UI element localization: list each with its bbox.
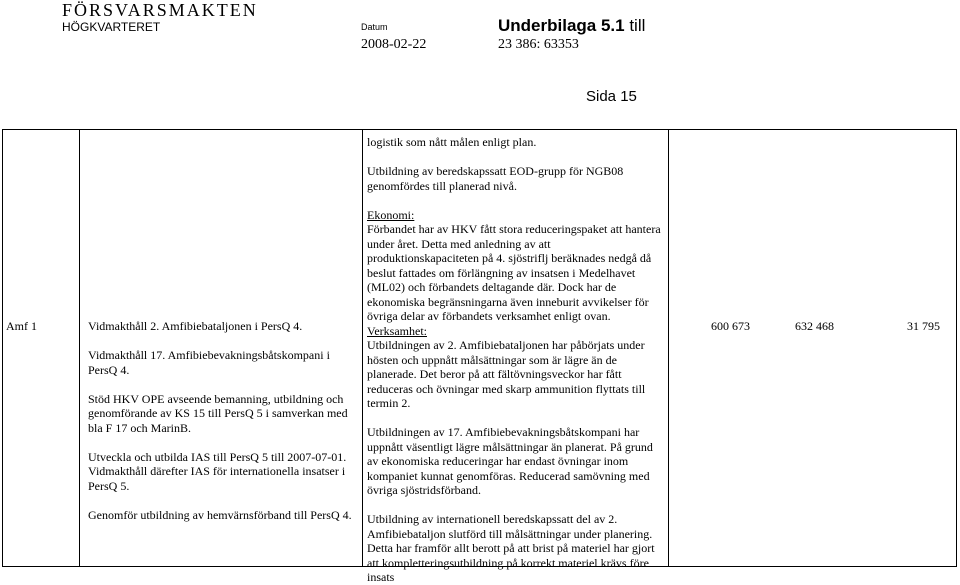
task-item: Stöd HKV OPE avseende bemanning, utbildning och genomförande av KS 15 till PersQ 5 i samverkan med bla F 17 och MarinB. — [88, 391, 348, 435]
task-item: Genomför utbildning av hemvärnsförband till PersQ 4. — [88, 507, 352, 522]
page-number: Sida 15 — [586, 88, 637, 105]
value-cell: 632 468 — [795, 319, 834, 333]
report-paragraph: Utbildning av beredskapssatt EOD-grupp för NGB08 genomfördes till planerad nivå. — [367, 164, 624, 193]
column-divider — [362, 130, 363, 566]
activity-paragraph: Utbildningen av 17. Amfibiebevakningsbåtskompani har uppnått väsentligt lägre målsättningar än planerat. På grund av ekonomiska reduceringar har endast övningar inom kompaniet kunnat genomföras. Reducerad samövning med övriga sjöstridsförband. — [367, 425, 653, 497]
spacer — [88, 334, 353, 349]
activity-heading: Verksamhet: — [367, 323, 427, 338]
column-divider — [668, 130, 669, 566]
department-name: HÖGKVARTERET — [62, 20, 161, 34]
annex-title — [498, 16, 645, 36]
task-item: Vidmakthåll 17. Amfibiebevakningsbåtskompani i PersQ 4. — [88, 348, 330, 377]
spacer — [88, 377, 353, 392]
value-cell: 31 795 — [907, 319, 940, 333]
task-list — [88, 319, 353, 522]
spacer — [367, 498, 665, 513]
annex-suffix: till — [624, 16, 646, 35]
economy-heading: Ekonomi: — [367, 207, 415, 222]
spacer — [367, 150, 665, 165]
column-divider — [79, 130, 80, 566]
document-date: 2008-02-22 — [361, 37, 427, 52]
task-item: Utveckla och utbilda IAS till PersQ 5 till 2007-07-01. Vidmakthåll därefter IAS för internationella insatser i PersQ 5. — [88, 449, 347, 493]
spacer — [88, 435, 353, 450]
activity-paragraph: Utbildning av internationell beredskapssatt del av 2. Amfibiebataljon slutförd till målsättningar under planering. Detta har framför allt berott på att brist på materiel har gjort att kompletteringsutbildning på korrekt materiel krävs före insats — [367, 512, 655, 584]
value-cell: 600 673 — [711, 319, 750, 333]
spacer — [367, 411, 665, 426]
spacer — [367, 193, 665, 208]
spacer — [88, 493, 353, 508]
organization-name: FÖRSVARSMAKTEN — [62, 0, 258, 20]
task-item: Vidmakthåll 2. Amfibiebataljonen i PersQ 4. — [88, 319, 303, 333]
annex-number: Underbilaga 5.1 — [498, 16, 625, 35]
activity-paragraph: Utbildningen av 2. Amfibiebataljonen har påbörjats under hösten och uppnått målsättningar som är lägre än de planerade. Det beror på att fältövningsveckor har fått reduceras och övningar med skarp ammunition flyttats till termin 2. — [367, 338, 646, 410]
reference-number: 23 386: 63353 — [498, 37, 579, 52]
date-label: Datum — [361, 22, 388, 32]
report-paragraph: logistik som nått målen enligt plan. — [367, 135, 537, 149]
report-text — [367, 135, 665, 585]
economy-text: Förbandet har av HKV fått stora reduceringspaket att hantera under året. Detta med anledning av att produktionskapaciteten på 4. sjöstriflj beräknades nedgå då beslut fattades om förlängning av insatsen i Medelhavet (ML02) och förbandets deltagande där. Dock har de ekonomiska begränsningarna även inneburit avvikelser för övriga delar av förbandets verksamhet enligt ovan. — [367, 222, 661, 323]
unit-code: Amf 1 — [6, 319, 37, 333]
